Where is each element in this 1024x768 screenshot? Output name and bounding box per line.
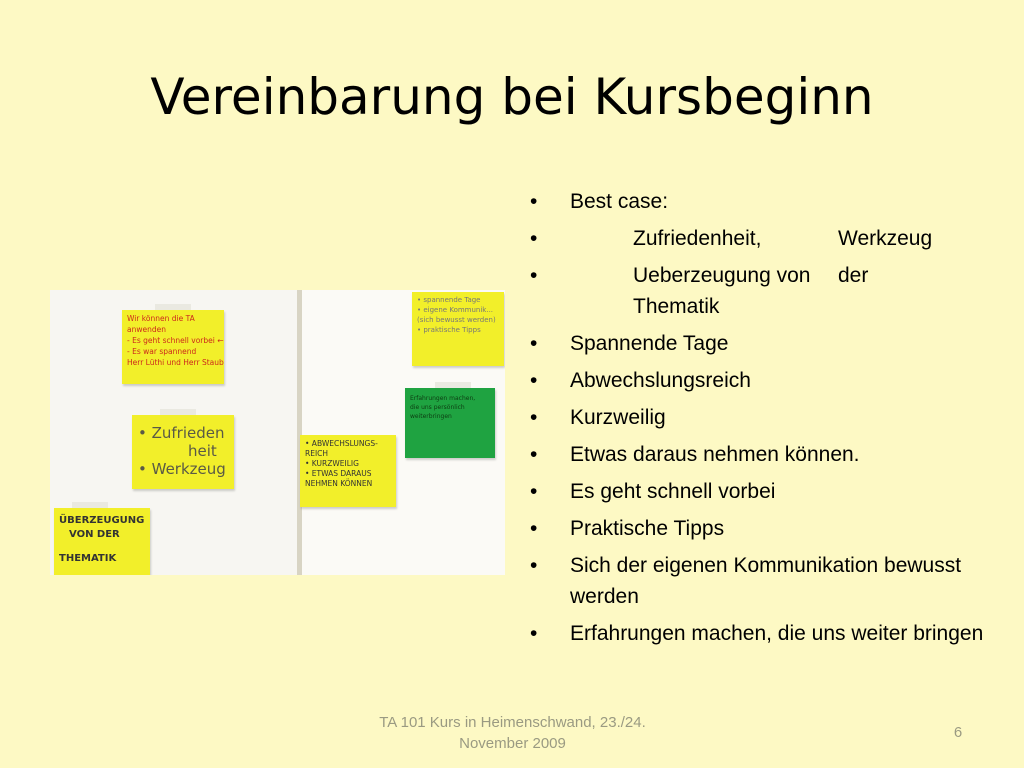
note-line: die uns persönlich — [410, 404, 465, 411]
note-line: - Es war spannend — [127, 347, 197, 356]
note-line: THEMATIK — [59, 553, 117, 564]
note-line: • eigene Kommunik... — [417, 306, 494, 314]
note-line: Herr Lüthi und Herr Staub — [127, 358, 224, 367]
bullet-item — [530, 476, 1000, 507]
sticky-note-3 — [54, 508, 150, 575]
bullet-item — [530, 550, 1000, 612]
note-line: • ABWECHSLUNGS- — [305, 439, 378, 448]
bullet-text: der — [838, 264, 869, 287]
bullet-text: Abwechslungsreich — [570, 369, 751, 392]
note-line: anwenden — [127, 325, 166, 334]
note-line: ÜBERZEUGUNG — [59, 515, 145, 526]
note-line: VON DER — [69, 529, 120, 540]
note-line: • Werkzeug — [138, 460, 226, 478]
sticky-notes-photo — [50, 290, 505, 575]
slide-page-number: 6 — [953, 724, 963, 741]
bullet-item — [530, 439, 1000, 470]
note-line: (sich bewusst werden) — [417, 316, 496, 324]
note-line: • praktische Tipps — [417, 326, 481, 334]
bullet-item — [530, 618, 1000, 649]
sticky-note-2 — [132, 415, 234, 489]
bullet-text: Thematik — [633, 295, 720, 318]
bullet-item — [530, 513, 1000, 544]
bullet-dot-icon: • — [530, 443, 538, 466]
note-line: • spannende Tage — [417, 296, 481, 304]
bullet-dot-icon: • — [530, 227, 538, 250]
bullet-item — [530, 365, 1000, 396]
bullet-dot-icon: • — [530, 264, 538, 287]
sticky-note-5 — [405, 388, 495, 458]
bullet-item — [530, 402, 1000, 433]
bullet-text: Etwas daraus nehmen können. — [570, 443, 860, 466]
bullet-dot-icon: • — [530, 406, 538, 429]
bullet-dot-icon: • — [530, 554, 538, 577]
note-line: • KURZWEILIG — [305, 459, 359, 468]
bullet-text: Ueberzeugung von — [633, 264, 811, 287]
note-line: • Zufrieden — [138, 424, 225, 442]
bullet-text: Kurzweilig — [570, 406, 666, 429]
bullet-list — [530, 186, 1000, 655]
bullet-text: Praktische Tipps — [570, 517, 725, 540]
note-line: Wir können die TA — [127, 314, 195, 323]
sticky-note-6 — [300, 435, 396, 507]
slide-footer: TA 101 Kurs in Heimenschwand, 23./24. November 2009 — [379, 714, 646, 752]
bullet-item — [530, 328, 1000, 359]
note-line: - Es geht schnell vorbei ← — [127, 336, 224, 345]
bullet-text: Es geht schnell vorbei — [570, 480, 776, 503]
note-line: Erfahrungen machen, — [410, 395, 476, 402]
bullet-dot-icon: • — [530, 190, 538, 213]
bullet-text: Werkzeug — [838, 227, 933, 250]
sticky-note-1 — [122, 310, 224, 384]
bullet-dot-icon: • — [530, 622, 538, 645]
note-line: weiterbringen — [410, 413, 452, 420]
bullet-dot-icon: • — [530, 369, 538, 392]
bullet-text: Best case: — [570, 190, 669, 213]
sticky-note-4 — [412, 292, 504, 366]
bullet-item — [530, 186, 1000, 217]
note-line: • ETWAS DARAUS — [305, 469, 372, 478]
bullet-dot-icon: • — [530, 332, 538, 355]
bullet-item — [530, 223, 1000, 254]
note-line: heit — [188, 442, 217, 460]
note-line: NEHMEN KÖNNEN — [305, 479, 373, 488]
bullet-text: Sich der eigenen Kommunikation bewusst werden — [570, 554, 962, 608]
slide-title: Vereinbarung bei Kursbeginn — [150, 68, 874, 126]
bullet-text: Erfahrungen machen, die uns weiter bringen — [570, 622, 984, 645]
bullet-dot-icon: • — [530, 480, 538, 503]
note-line: REICH — [305, 449, 329, 458]
bullet-text: Zufriedenheit, — [633, 227, 762, 250]
bullet-text: Spannende Tage — [570, 332, 729, 355]
bullet-dot-icon: • — [530, 517, 538, 540]
bullet-item — [530, 260, 1000, 322]
